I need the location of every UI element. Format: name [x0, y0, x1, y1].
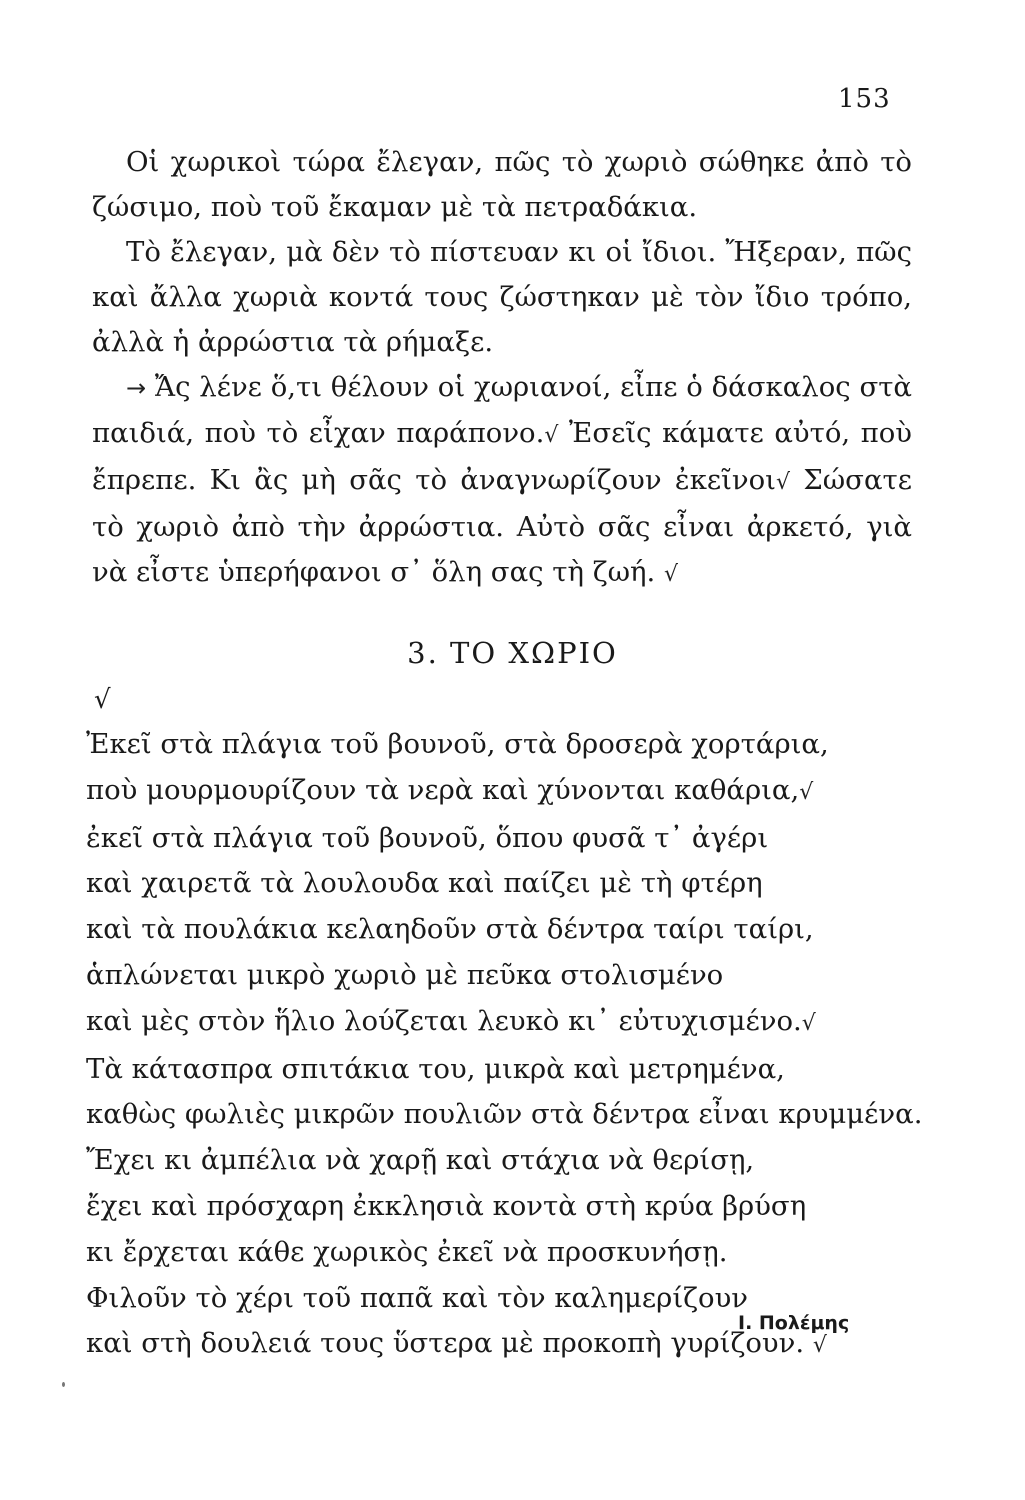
poem-line: καὶ τὰ πουλάκια κελαηδοῦν στὰ δέντρα ταίρι ταίρι,: [86, 913, 814, 946]
poem-line: Φιλοῦν τὸ χέρι τοῦ παπᾶ καὶ τὸν καλημερίζουν: [86, 1281, 749, 1314]
poem-line: ἐκεῖ στὰ πλάγια τοῦ βουνοῦ, ὅπου φυσᾶ τ᾿ ἀγέρι: [86, 821, 769, 854]
arrow-mark-icon: →: [126, 374, 147, 402]
paragraph-3: [92, 365, 912, 597]
check-mark-icon: √: [801, 1010, 816, 1036]
page-number: 153: [838, 84, 891, 114]
paragraph-2: Τὸ ἔλεγαν, μὰ δὲν τὸ πίστευαν κι οἱ ἴδιοι. Ἤξεραν, πῶς καὶ ἄλλα χωριὰ κοντά τους ζώστηκαν μὲ τὸν ἴδιο τρόπο, ἀλλὰ ἡ ἀρρώστια τὰ ρήμαξε.: [92, 236, 912, 358]
poem-line: καὶ μὲς στὸν ἥλιο λούζεται λευκὸ κι᾿ εὐτυχισμένο.√: [86, 1004, 816, 1037]
paragraph-3-part-a: Ἄς λένε ὅ,τι θέλουν οἱ χωριανοί, εἶπε ὁ δάσκαλος στὰ παιδιά, ποὺ τὸ εἶχαν παράπονο.: [92, 371, 912, 449]
poem-line: ἁπλώνεται μικρὸ χωριὸ μὲ πεῦκα στολισμένο: [86, 958, 724, 991]
paragraph-1: Οἱ χωρικοὶ τώρα ἔλεγαν, πῶς τὸ χωριὸ σώθηκε ἀπὸ τὸ ζώσιμο, ποὺ τοῦ ἔκαμαν μὲ τὰ πετραδάκια.: [92, 146, 912, 223]
paragraph-3-part-c: Σώσατε τὸ χωριὸ ἀπὸ τὴν ἀρρώστια. Αὐτὸ σᾶς εἶναι ἀρκετό, γιὰ νὰ εἶστε ὑπερήφανοι σ᾿ ὅλη σας τὴ ζωή.: [92, 464, 912, 588]
poem-line: κι ἔρχεται κάθε χωρικὸς ἐκεῖ νὰ προσκυνήσῃ.: [86, 1235, 728, 1268]
paragraph-3-part-b: Ἐσεῖς κάματε αὐτό, ποὺ ἔπρεπε. Κι ἂς μὴ σᾶς τὸ ἀναγνωρίζουν ἐκεῖνοι: [92, 417, 912, 496]
poem-line: Ἐκεῖ στὰ πλάγια τοῦ βουνοῦ, στὰ δροσερὰ χορτάρια,: [86, 728, 829, 760]
author-signature: Ι. Πολέμης: [738, 1312, 850, 1334]
check-mark-icon: √: [94, 685, 111, 715]
poem-line: Ἔχει κι ἀμπέλια νὰ χαρῇ καὶ στάχια νὰ θερίσῃ,: [86, 1144, 755, 1177]
check-mark-icon: √: [664, 562, 679, 587]
check-mark-icon: √: [544, 423, 559, 448]
poem-line: καὶ χαιρετᾶ τὰ λουλουδα καὶ παίζει μὲ τὴ φτέρη: [86, 867, 763, 900]
poem: [86, 722, 926, 1369]
paper-speck: [62, 1382, 65, 1387]
check-mark-icon: √: [799, 779, 814, 805]
poem-line: Τὰ κάτασπρα σπιτάκια του, μικρὰ καὶ μετρημένα,: [86, 1052, 785, 1085]
poem-line: καθὼς φωλιὲς μικρῶν πουλιῶν στὰ δέντρα εἶναι κρυμμένα.: [86, 1098, 923, 1131]
poem-line: ἔχει καὶ πρόσχαρη ἐκκλησιὰ κοντὰ στὴ κρύα βρύση: [86, 1189, 807, 1222]
prose-section: [92, 140, 912, 597]
poem-line: καὶ στὴ δουλειά τους ὕστερα μὲ προκοπὴ γυρίζουν. √: [86, 1327, 827, 1360]
check-mark-icon: √: [812, 1333, 827, 1359]
check-mark-icon: √: [775, 470, 790, 495]
section-title: 3. ΤΟ ΧΩΡΙΟ: [407, 636, 618, 670]
poem-line: ποὺ μουρμουρίζουν τὰ νερὰ καὶ χύνονται καθάρια,√: [86, 773, 814, 806]
